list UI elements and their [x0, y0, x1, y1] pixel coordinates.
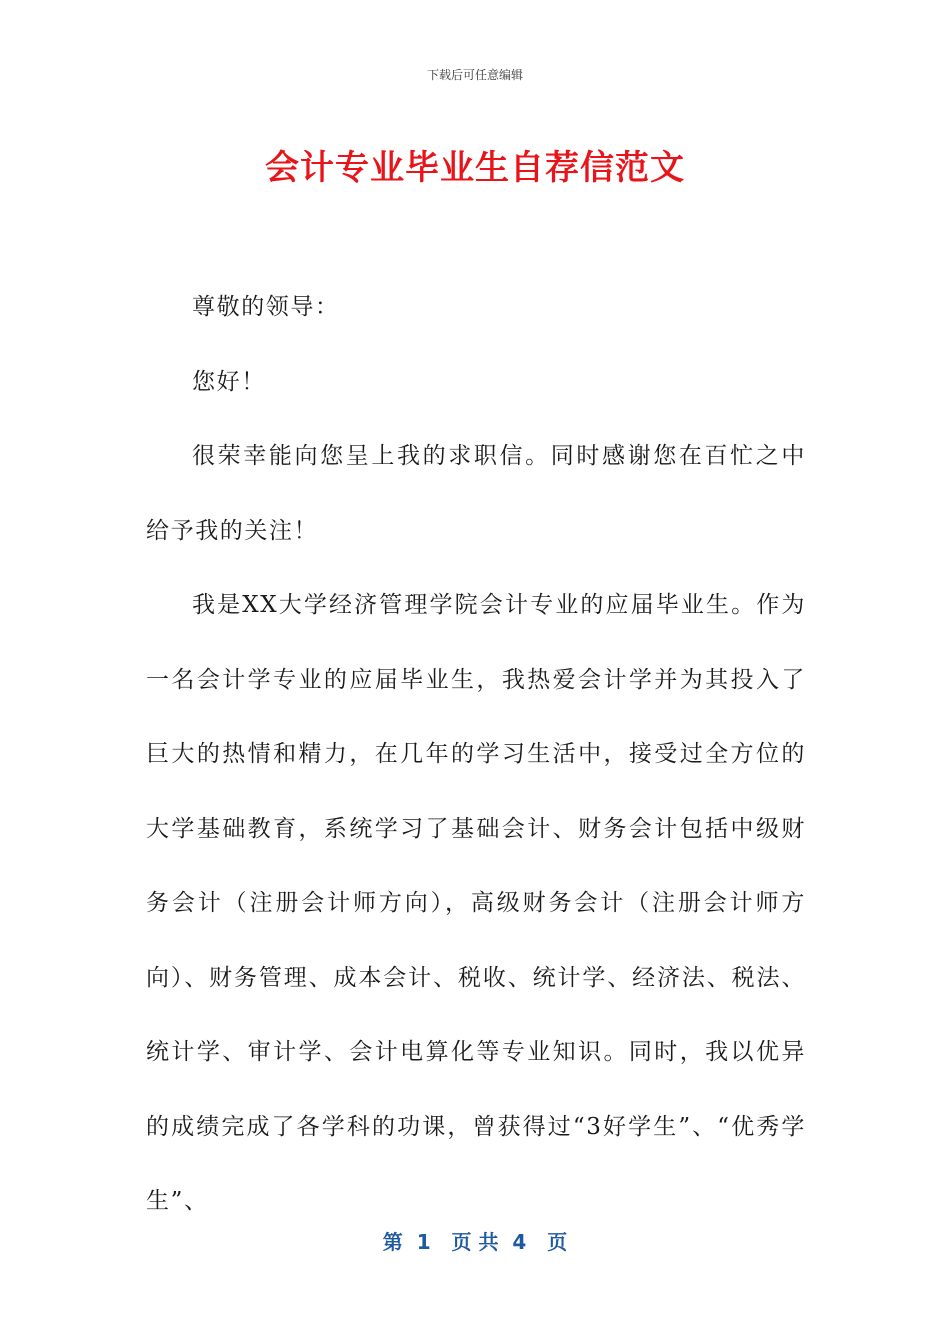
- greeting: 您好！: [192, 368, 266, 395]
- document-title: 会计专业毕业生自荐信范文: [265, 148, 685, 188]
- page-number-footer: 第 1 页 共 4 页: [382, 1230, 568, 1254]
- document-body: [146, 270, 806, 1239]
- paragraph-intro: 很荣幸能向您呈上我的求职信。同时感谢您在百忙之中给予我的关注！: [146, 443, 806, 544]
- paragraph-education: 我是XX大学经济管理学院会计专业的应届毕业生。作为一名会计学专业的应届毕业生，我热爱会计学并为其投入了巨大的热情和精力，在几年的学习生活中，接受过全方位的大学基础教育，系统学习了基础会计、财务会计包括中级财务会计（注册会计师方向），高级财务会计（注册会计师方向）、财务管理、成本会计、税收、统计学、经济法、税法、统计学、审计学、会计电算化等专业知识。同时，我以优异的成绩完成了各学科的功课，曾获得过“3好学生”、“优秀学生”、: [146, 592, 806, 1214]
- salutation: 尊敬的领导：: [192, 294, 340, 320]
- header-note: 下载后可任意编辑: [426, 68, 523, 82]
